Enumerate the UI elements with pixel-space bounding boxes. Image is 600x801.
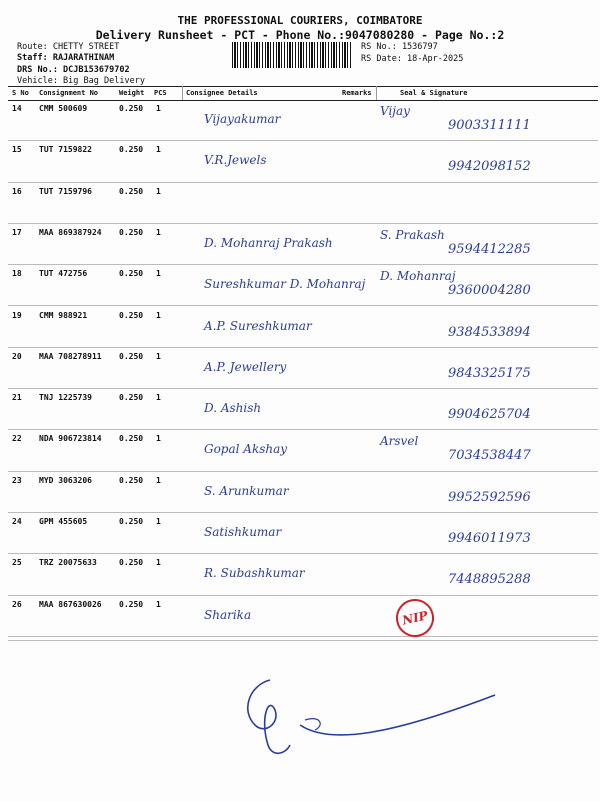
serial-number: 22	[12, 434, 22, 444]
rs-date: RS Date: 18-Apr-2025	[361, 54, 464, 64]
pcs-value: 1	[156, 186, 161, 196]
consignee-handwriting: Sureshkumar D. Mohanraj	[204, 277, 366, 292]
pcs-value: 1	[156, 269, 161, 279]
signature-handwriting: D. Mohanraj	[380, 269, 456, 284]
phone-handwriting: 9360004280	[448, 283, 531, 299]
consignee-handwriting: Gopal Akshay	[204, 442, 288, 457]
nip-stamp: NIP	[392, 595, 437, 640]
phone-handwriting: 9904625704	[448, 407, 531, 423]
consignment-number: NDA 906723814	[39, 434, 102, 444]
pcs-value: 1	[156, 599, 161, 609]
weight-value: 0.250	[119, 558, 144, 568]
consignee-handwriting: A.P. Sureshkumar	[204, 318, 312, 333]
drs-label: DRS No.: DCJB153679702	[17, 65, 130, 75]
consignee-handwriting: Vijayakumar	[204, 112, 281, 126]
consignee-handwriting: A.P. Jewellery	[204, 359, 287, 374]
table-row	[8, 554, 598, 595]
consignee-handwriting: D. Ashish	[204, 401, 262, 416]
phone-handwriting: 9946011973	[448, 531, 531, 546]
signature-handwriting: Vijay	[380, 104, 410, 118]
table-row	[8, 183, 598, 224]
weight-value: 0.250	[119, 186, 144, 196]
serial-number: 18	[12, 269, 22, 279]
consignment-number: TRZ 20075633	[39, 558, 97, 568]
pcs-value: 1	[156, 104, 161, 113]
consignee-handwriting: D. Mohanraj Prakash	[204, 235, 333, 250]
consignee-handwriting: V.R.Jewels	[204, 153, 267, 168]
consignment-number: MYD 3063206	[39, 475, 92, 485]
consignment-number: TUT 472756	[39, 269, 88, 279]
table-row	[8, 265, 598, 306]
table-row	[8, 596, 598, 637]
consignment-number: TNJ 1225739	[39, 393, 92, 403]
weight-value: 0.250	[119, 104, 144, 113]
phone-handwriting: 9843325175	[448, 365, 531, 381]
table-row	[8, 430, 598, 471]
weight-value: 0.250	[119, 227, 144, 237]
rs-number: RS No.: 1536797	[361, 42, 438, 52]
weight-value: 0.250	[119, 393, 144, 403]
consignee-handwriting: Sharika	[204, 607, 252, 622]
company-title: THE PROFESSIONAL COURIERS, COIMBATORE	[177, 14, 423, 27]
pcs-value: 1	[156, 393, 161, 403]
serial-number: 17	[12, 227, 22, 237]
pcs-value: 1	[156, 227, 161, 237]
phone-handwriting: 9952592596	[448, 489, 531, 505]
table-row	[8, 307, 598, 348]
pcs-value: 1	[156, 434, 161, 444]
pcs-value: 1	[156, 310, 161, 320]
header-top-rule	[8, 86, 598, 87]
pcs-value: 1	[156, 145, 161, 155]
consignee-handwriting: Satishkumar	[204, 525, 282, 539]
col-sno: S No	[12, 89, 29, 97]
serial-number: 19	[12, 310, 22, 320]
weight-value: 0.250	[119, 475, 144, 485]
consignee-handwriting: R. Subashkumar	[204, 566, 305, 581]
consignment-number: TUT 7159796	[39, 186, 92, 196]
staff-label: Staff: RAJARATHINAM	[17, 53, 115, 63]
consignment-number: MAA 867630026	[39, 599, 102, 609]
col-pcs: PCS	[154, 89, 167, 97]
serial-number: 21	[12, 393, 22, 403]
table-row	[8, 224, 598, 265]
signature-handwriting: Arsvel	[380, 434, 419, 449]
pcs-value: 1	[156, 475, 161, 485]
route-label: Route: CHETTY STREET	[17, 42, 120, 52]
weight-value: 0.250	[119, 599, 144, 609]
table-row	[8, 472, 598, 513]
consignee-handwriting: S. Arunkumar	[204, 483, 289, 498]
consignment-number: CMM 988921	[39, 310, 88, 320]
signature-handwriting: S. Prakash	[380, 227, 445, 242]
table-row	[8, 348, 598, 389]
col-seal: Seal & Signature	[400, 89, 468, 97]
col-weight: Weight	[119, 89, 145, 97]
table-row	[8, 141, 598, 182]
phone-handwriting: 9942098152	[448, 159, 531, 175]
serial-number: 23	[12, 475, 22, 485]
serial-number: 15	[12, 145, 22, 155]
serial-number: 26	[12, 599, 22, 609]
serial-number: 20	[12, 351, 22, 361]
runsheet-subtitle: Delivery Runsheet - PCT - Phone No.:9047080280 - Page No.:2	[95, 28, 505, 42]
phone-handwriting: 7034538447	[448, 448, 531, 464]
table-row	[8, 513, 598, 554]
col-consignment: Consignment No	[39, 89, 99, 97]
serial-number: 16	[12, 186, 22, 196]
consignment-number: CMM 500609	[39, 104, 88, 113]
pcs-value: 1	[156, 558, 161, 568]
col-divider	[182, 86, 183, 100]
serial-number: 24	[12, 517, 22, 526]
table-row	[8, 389, 598, 430]
col-consignee: Consignee Details	[186, 89, 258, 97]
phone-handwriting: 7448895288	[448, 572, 531, 588]
weight-value: 0.250	[119, 434, 144, 444]
col-remarks: Remarks	[342, 89, 372, 97]
consignment-number: TUT 7159822	[39, 145, 92, 155]
weight-value: 0.250	[119, 310, 144, 320]
col-divider	[376, 86, 377, 100]
barcode-image	[232, 42, 352, 68]
weight-value: 0.250	[119, 145, 144, 155]
phone-handwriting: 9384533894	[448, 324, 531, 340]
serial-number: 14	[12, 104, 22, 113]
phone-handwriting: 9003311111	[448, 118, 531, 133]
weight-value: 0.250	[119, 269, 144, 279]
row-divider	[8, 636, 598, 637]
consignment-number: GPM 455605	[39, 517, 88, 526]
consignment-number: MAA 869387924	[39, 227, 102, 237]
weight-value: 0.250	[119, 517, 144, 526]
page-footer-area	[8, 640, 598, 801]
vehicle-label: Vehicle: Big Bag Delivery	[17, 76, 145, 86]
serial-number: 25	[12, 558, 22, 568]
pcs-value: 1	[156, 517, 161, 526]
pcs-value: 1	[156, 351, 161, 361]
weight-value: 0.250	[119, 351, 144, 361]
phone-handwriting: 9594412285	[448, 241, 531, 257]
consignment-number: MAA 708278911	[39, 351, 102, 361]
table-row	[8, 100, 598, 141]
